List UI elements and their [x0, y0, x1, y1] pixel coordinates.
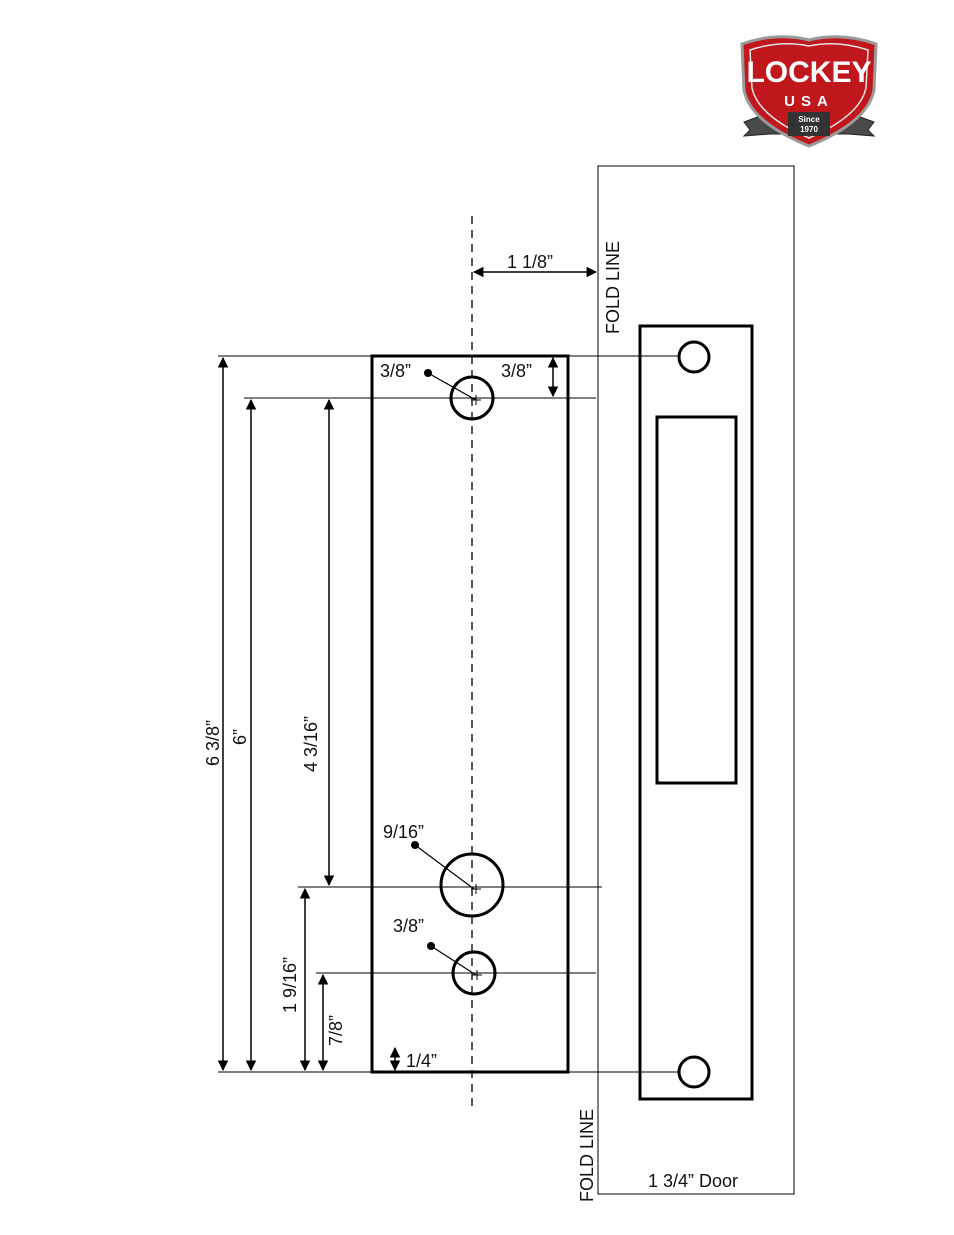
strike-hole-top — [679, 342, 709, 372]
fold-line-bottom-label: FOLD LINE — [577, 1108, 597, 1202]
bottom-margin-label: 1/4” — [406, 1051, 438, 1071]
fold-line-top-label: FOLD LINE — [603, 240, 623, 334]
logo-since: Since — [798, 115, 820, 124]
door-thickness-label: 1 3/4” Door — [648, 1171, 739, 1191]
mid-hole-diameter-label: 9/16” — [383, 822, 425, 842]
centerline-offset-label: 1 1/8” — [507, 252, 554, 272]
logo-year: 1970 — [800, 125, 818, 134]
top-hole-offset-label: 3/8” — [501, 361, 533, 381]
top-hole-diameter-label: 3/8” — [380, 361, 412, 381]
logo-country: USA — [784, 93, 834, 110]
strike-cutout — [657, 417, 736, 783]
mid-hole-from-bottom-label: 1 9/16” — [280, 956, 300, 1013]
overall-height-label: 6 3/8” — [203, 719, 223, 766]
strike-hole-bottom — [679, 1057, 709, 1087]
top-to-bottom-hole-label: 6” — [230, 728, 250, 745]
top-to-mid-hole-label: 4 3/16” — [301, 715, 321, 772]
template-plate-outline — [372, 356, 568, 1072]
low-hole-diameter-label: 3/8” — [393, 916, 425, 936]
logo-brand: LOCKEY — [746, 56, 872, 89]
door-edge-outline — [598, 166, 794, 1194]
low-hole-from-bottom-label: 7/8” — [326, 1014, 346, 1046]
